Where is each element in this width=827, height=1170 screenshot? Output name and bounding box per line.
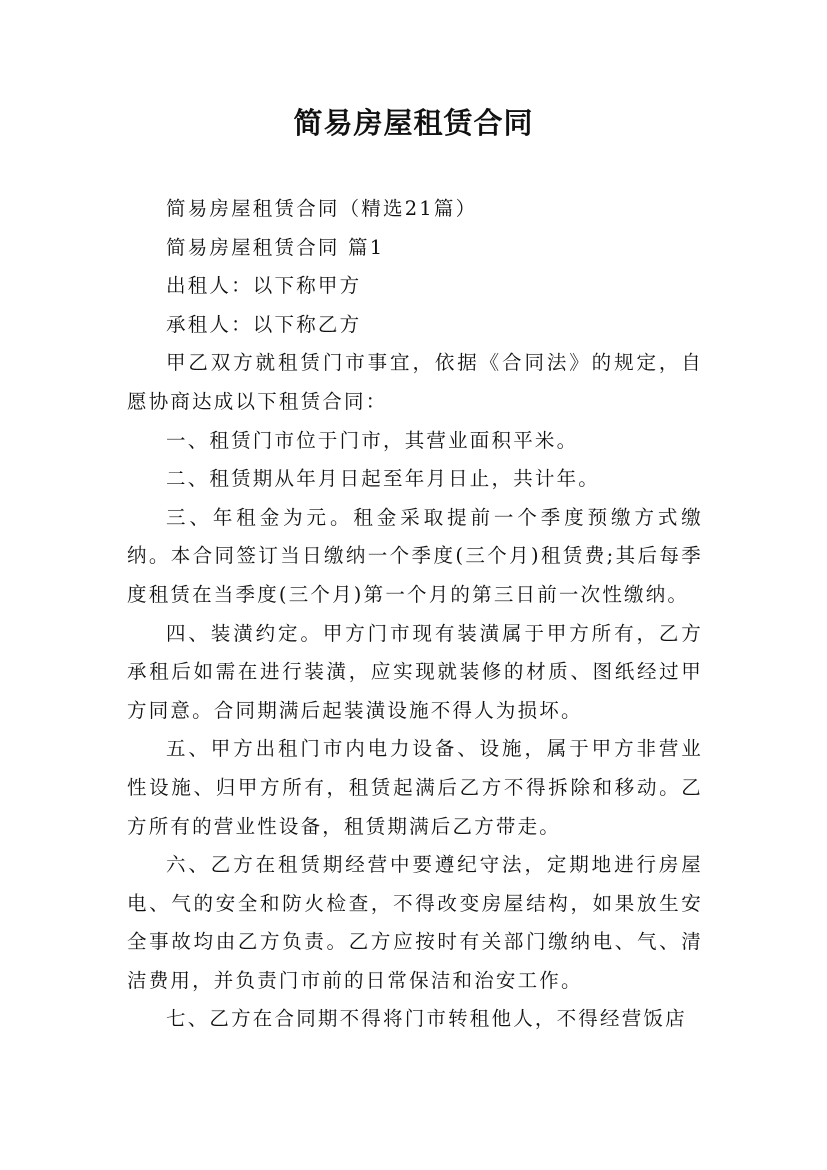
- paragraph-section-heading: 简易房屋租赁合同 篇1: [166, 235, 385, 259]
- paragraph-clause-5: 五、甲方出租门市内电力设备、设施，属于甲方非营业性设施、归甲方所有，租赁起满后乙方不得拆除和移动。乙方所有的营业性设备，租赁期满后乙方带走。: [127, 737, 703, 838]
- document-body: [127, 190, 703, 1039]
- paragraph-subtitle: 简易房屋租赁合同（精选21篇）: [166, 197, 478, 220]
- paragraph-clause-7: 七、乙方在合同期不得将门市转租他人，不得经营饭店: [166, 1007, 687, 1031]
- paragraph-lessee: 承租人：以下称乙方: [166, 312, 362, 336]
- paragraph-lessor: 出租人：以下称甲方: [166, 274, 362, 298]
- paragraph-clause-2: 二、租赁期从年月日起至年月日止，共计年。: [166, 467, 601, 491]
- paragraph-clause-3: 三、年租金为元。租金采取提前一个季度预缴方式缴纳。本合同签订当日缴纳一个季度(三个月)租赁费;其后每季度租赁在当季度(三个月)第一个月的第三日前一次性缴纳。: [127, 505, 703, 606]
- document-title: 简易房屋租赁合同: [293, 106, 534, 140]
- paragraph-clause-1: 一、租赁门市位于门市，其营业面积平米。: [166, 428, 579, 452]
- paragraph-clause-6: 六、乙方在租赁期经营中要遵纪守法，定期地进行房屋电、气的安全和防火检查，不得改变房屋结构，如果放生安全事故均由乙方负责。乙方应按时有关部门缴纳电、气、清洁费用，并负责门市前的日常保洁和治安工作。: [127, 853, 703, 992]
- paragraph-clause-4: 四、装潢约定。甲方门市现有装潢属于甲方所有，乙方承租后如需在进行装潢，应实现就装修的材质、图纸经过甲方同意。合同期满后起装潢设施不得人为损坏。: [127, 621, 703, 722]
- paragraph-preamble: 甲乙双方就租赁门市事宜，依据《合同法》的规定，自愿协商达成以下租赁合同：: [127, 351, 703, 413]
